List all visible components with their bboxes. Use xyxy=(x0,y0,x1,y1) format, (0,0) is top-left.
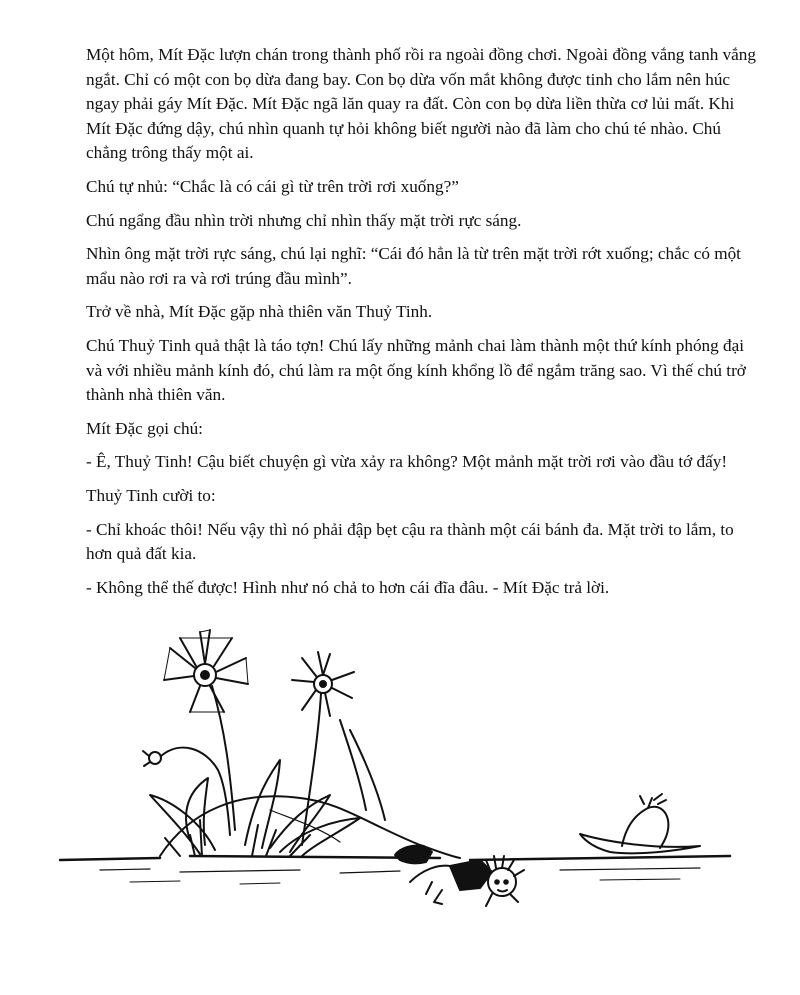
illustration-drawing xyxy=(40,620,760,960)
paragraph-8: - Ê, Thuỷ Tinh! Cậu biết chuyện gì vừa xảy ra không? Một mảnh mặt trời rơi vào đầu tớ đấy! xyxy=(86,452,728,472)
ink-illustration xyxy=(40,620,760,960)
paragraph-10: - Chỉ khoác thôi! Nếu vậy thì nó phải đập bẹt cậu ra thành một cái bánh đa. Mặt trời to lắm, to hơn quả đất kia. xyxy=(86,519,734,564)
paragraph-6: Chú Thuỷ Tinh quả thật là táo tợn! Chú lấy những mảnh chai làm thành một thứ kính phóng đại và với nhiều mảnh kính đó, chú làm ra một ống kính khổng lồ để ngắm trăng sao. Vì thế chú trở thành nhà thiên văn. xyxy=(86,335,746,405)
story-text xyxy=(86,43,756,609)
paragraph-7: Mít Đặc gọi chú: xyxy=(86,418,203,438)
paragraph-4: Nhìn ông mặt trời rực sáng, chú lại nghĩ: “Cái đó hẳn là từ trên mặt trời rớt xuống; chắc có một mẩu nào rơi ra và rơi trúng đầu mình”. xyxy=(86,244,741,288)
paragraph-1: Một hôm, Mít Đặc lượn chán trong thành phố rồi ra ngoài đồng chơi. Ngoài đồng vắng tanh vắng ngắt. Chỉ có một con bọ dừa đang bay. Con bọ dừa vốn mắt không được tinh cho lắm nên húc ngay phải gáy Mít Đặc. Mít Đặc ngã lăn quay ra đất. Còn con bọ dừa liền thừa cơ lủi mất. Khi Mít Đặc đứng dậy, chú nhìn quanh tự hỏi không biết người nào đã làm cho chú té nhào. Chú chẳng trông thấy một ai. xyxy=(86,45,756,163)
paragraph-11: - Không thể thế được! Hình như nó chả to hơn cái đĩa đâu. - Mít Đặc trả lời. xyxy=(86,577,610,597)
hat-icon xyxy=(580,794,700,853)
fallen-character-icon xyxy=(395,845,524,906)
paragraph-9: Thuỷ Tinh cười to: xyxy=(86,485,216,505)
small-flower-icon xyxy=(292,652,354,845)
paragraph-5: Trở về nhà, Mít Đặc gặp nhà thiên văn Thuỷ Tinh. xyxy=(86,302,433,322)
paragraph-2: Chú tự nhủ: “Chắc là có cái gì từ trên trời rơi xuống?” xyxy=(86,176,459,196)
paragraph-3: Chú ngẩng đầu nhìn trời nhưng chỉ nhìn thấy mặt trời rực sáng. xyxy=(86,210,522,230)
